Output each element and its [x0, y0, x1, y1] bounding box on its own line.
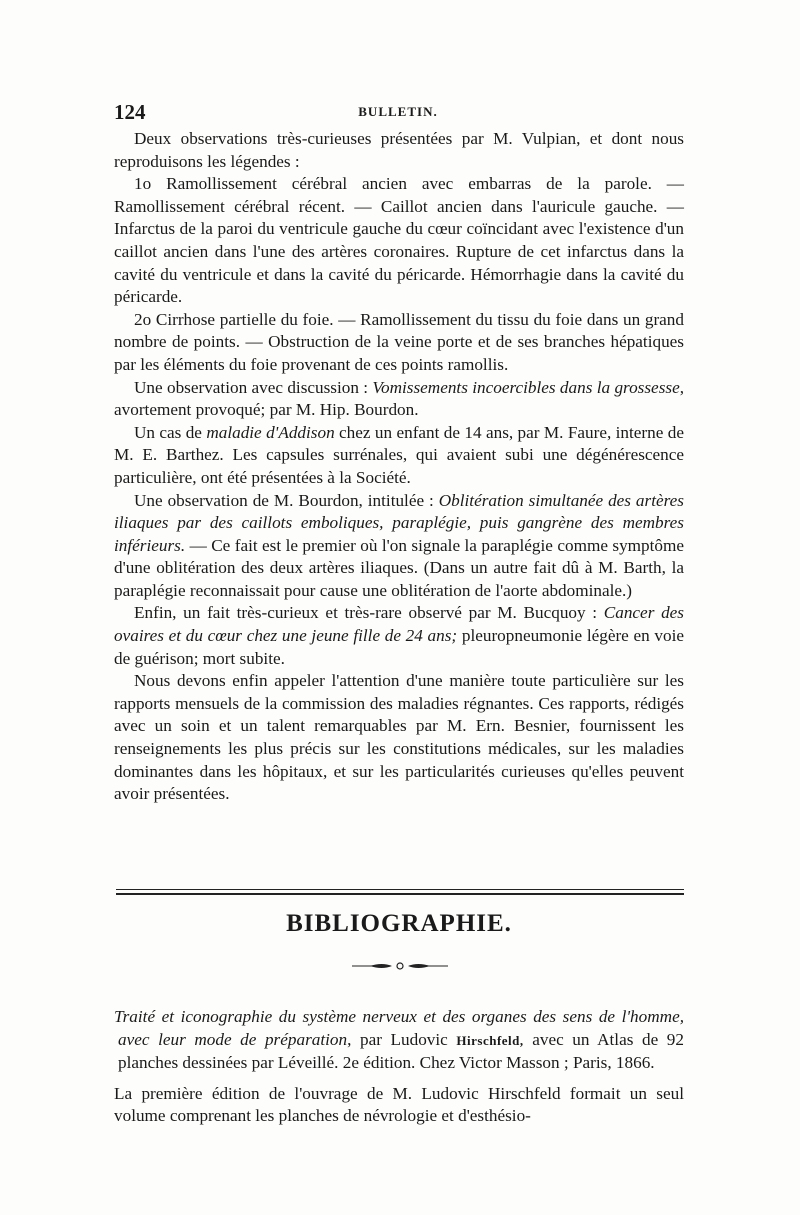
page-header — [114, 100, 682, 124]
paragraph-8: Nous devons enfin appeler l'attention d'une manière toute particulière sur les rapports mensuels de la commission des maladies régnantes. Ces rapports, rédigés avec un soin et un talent remarquables par M. Ern. Besnier, fournissent les renseignements les plus précis sur les constitutions médicales, sur les maladies dominantes dans les hôpitaux, et sur les particularités curieuses qu'elles peuvent avoir présentées. — [114, 671, 684, 804]
bibliography-entry — [94, 1006, 684, 1075]
bibliography-paragraph: La première édition de l'ouvrage de M. Ludovic Hirschfeld formait un seul volume comprenant les planches de névrologie et d'esthésio- — [114, 1083, 684, 1126]
book-title: Traité et iconographie du système nerveux et des organes des sens de l'homme, avec leur mode de préparation — [114, 1007, 684, 1049]
book-author: Hirschfeld, — [456, 1032, 524, 1048]
book-by: , par Ludovic — [347, 1029, 457, 1049]
paragraph-7-italic: Cancer des ovaires et du cœur chez une jeune fille de 24 ans; — [114, 603, 684, 646]
divider-thick-rule — [116, 893, 684, 895]
running-head: BULLETIN. — [358, 104, 438, 119]
body-text — [114, 128, 684, 806]
paragraph-4-tail: , avortement provoqué; par M. Hip. Bourdon. — [114, 377, 684, 420]
bibliography-section — [114, 1006, 684, 1128]
paragraph-5-tail: chez un enfant de 14 ans, par M. Faure, interne de M. E. Barthez. Les capsules surrénales, qui avaient subi une dégénérescence particulière, ont été présentées à la Société. — [114, 422, 684, 487]
paragraph-5-italic: maladie d'Addison — [206, 422, 335, 442]
page-number: 124 — [114, 100, 146, 124]
divider-thin-rule — [116, 889, 684, 890]
paragraph-6-lead: Une observation de M. Bourdon, intitulée : — [134, 490, 439, 510]
paragraph-4 — [114, 377, 684, 422]
ornament-flourish-icon — [350, 960, 450, 972]
paragraph-7 — [114, 602, 684, 670]
paragraph-4-lead: Une observation avec discussion : — [134, 377, 373, 397]
book-details: avec un Atlas de 92 planches dessinées par Léveillé. 2e édition. Chez Victor Masson ; Paris, 1866. — [118, 1029, 684, 1073]
paragraph-1: Deux observations très-curieuses présentées par M. Vulpian, et dont nous reproduisons les légendes : — [114, 129, 684, 171]
paragraph-7-lead: Enfin, un fait très-curieux et très-rare observé par M. Bucquoy : — [134, 603, 604, 623]
paragraph-4-italic: Vomissements incoercibles dans la grossesse — [372, 377, 680, 397]
paragraph-2: 1o Ramollissement cérébral ancien avec embarras de la parole. — Ramollissement cérébral récent. — Caillot ancien dans l'auricule gauche. — Infarctus de la paroi du ventricule gauche du cœur coïncidant avec l'existence d'un caillot ancien dans l'une des artères coronaires. Rupture de cet infarctus dans la cavité du ventricule et dans la cavité du péricarde. Hémorrhagie dans la cavité du péricarde. — [114, 174, 684, 307]
paragraph-6-tail: — Ce fait est le premier où l'on signale la paraplégie comme symptôme d'une oblitération des deux artères iliaques. (Dans un autre fait dû à M. Barth, la paraplégie reconnaissait pour cause une oblitération de l'aorte abdominale.) — [114, 535, 684, 600]
paragraph-5 — [114, 422, 684, 490]
paragraph-7-tail: pleuropneumonie légère en voie de guérison; mort subite. — [114, 626, 684, 668]
section-divider — [116, 889, 684, 895]
paragraph-6 — [114, 490, 684, 603]
section-title: BIBLIOGRAPHIE. — [286, 910, 512, 937]
paragraph-6-italic: Oblitération simultanée des artères iliaques par des caillots emboliques, paraplégie, puis gangrène des membres inférieurs. — [114, 490, 684, 555]
paragraph-5-lead: Un cas de — [134, 422, 207, 442]
paragraph-3: 2o Cirrhose partielle du foie. — Ramollissement du tissu du foie dans un grand nombre de points. — Obstruction de la veine porte et de ses branches hépatiques par les éléments du foie provenant de ces points ramollis. — [114, 309, 684, 374]
